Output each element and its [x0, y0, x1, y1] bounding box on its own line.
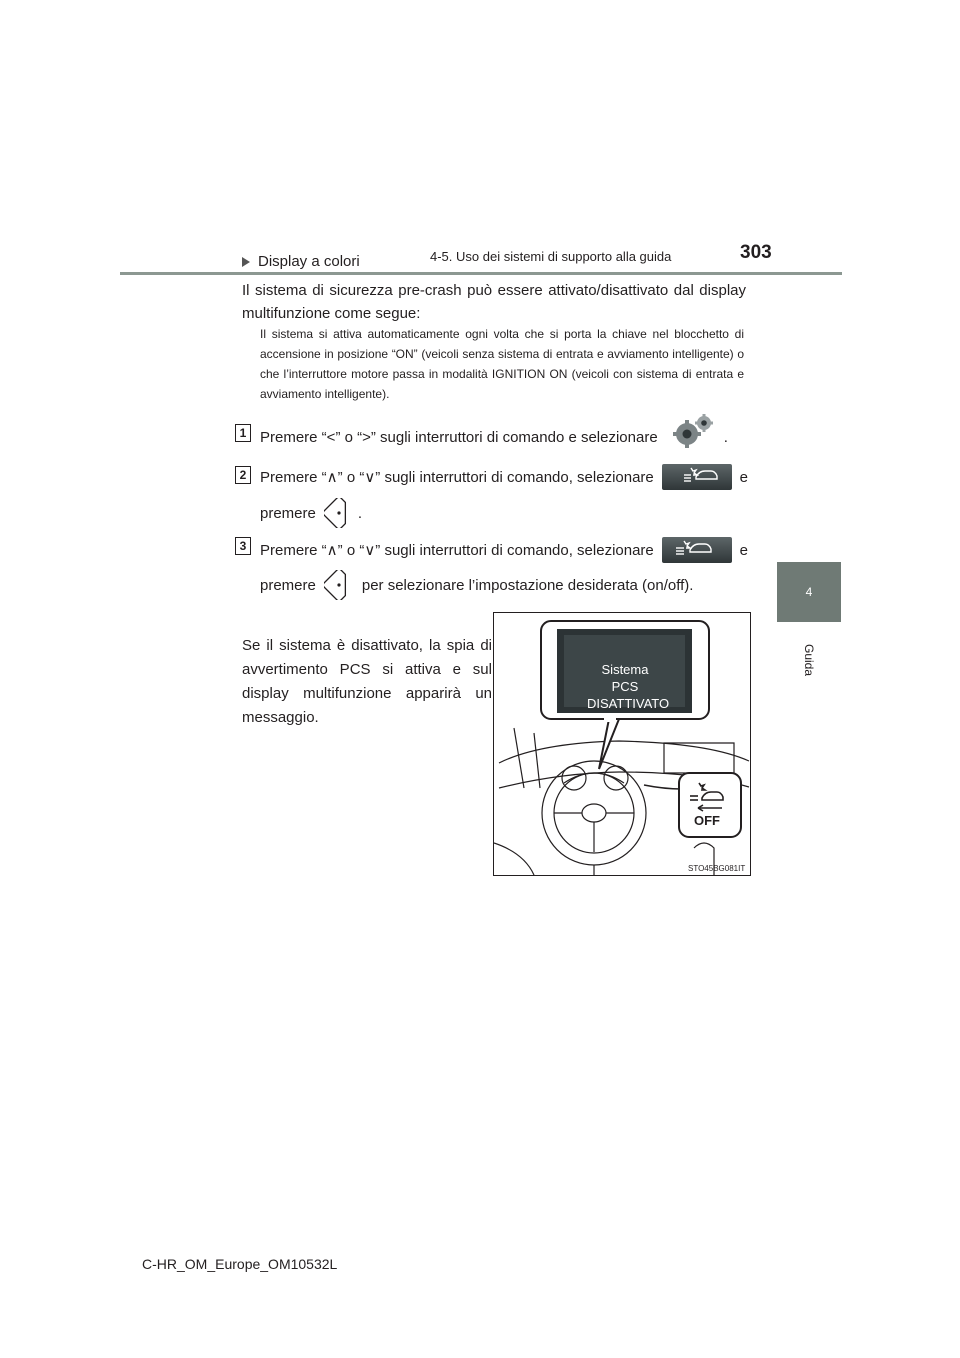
step-3-line2-text: premere	[260, 576, 316, 594]
display-message-line1: Sistema PCS	[601, 662, 649, 694]
intro-paragraph: Il sistema di sicurezza pre-crash può essere attivato/disattivato dal display multifunzione come segue:	[242, 282, 746, 322]
pcs-icon	[662, 537, 732, 563]
enter-button-icon	[324, 570, 354, 600]
step-3-end: e	[739, 541, 748, 559]
step-1-end: .	[723, 428, 728, 446]
step-3-text: Premere “∧” o “∨” sugli interruttori di comando, selezionare	[260, 542, 654, 559]
step-2-text: Premere “∧” o “∨” sugli interruttori di comando, selezionare	[260, 469, 654, 486]
step-2-line2-end: .	[357, 504, 363, 522]
step-2	[260, 464, 748, 490]
step-2-badge: 2	[235, 466, 251, 484]
step-1-badge: 1	[235, 424, 251, 442]
step-3-badge: 3	[235, 537, 251, 555]
chapter-label: Guida	[802, 643, 816, 677]
settings-gears-icon	[670, 412, 716, 450]
step-3-line2	[260, 570, 693, 600]
page-number: 303	[740, 242, 772, 263]
info-note: Il sistema si attiva automaticamente ogni volta che si porta la chiave nel blocchetto di accensione in posizione “ON” (veicoli senza sistema di entrata e avviamento intelligente) o che l’interruttore motore passa in modalità IGNITION ON (veicoli con sistema di entrata e avviamento intelligente).	[260, 327, 744, 401]
step-1	[260, 424, 728, 450]
step-2-line2	[260, 498, 362, 528]
dashboard-illustration	[493, 612, 751, 876]
figure-code: STO45BG081IT	[688, 864, 746, 873]
bullet-heading-text: Display a colori	[258, 253, 360, 270]
step-3-line2-end: per selezionare l’impostazione desiderata (on/off).	[361, 576, 694, 594]
footer-document-id: C-HR_OM_Europe_OM10532L	[142, 1256, 338, 1272]
step-3	[260, 537, 748, 563]
triangle-bullet-icon	[242, 257, 250, 267]
header-section-title: 4-5. Uso dei sistemi di supporto alla guida	[430, 249, 672, 264]
header-divider	[120, 272, 842, 275]
bullet-heading	[242, 253, 360, 270]
pcs-icon	[662, 464, 732, 490]
dashboard-drawing	[494, 613, 750, 875]
step-1-text: Premere “<” o “>” sugli interruttori di comando e selezionare	[260, 428, 658, 446]
step-2-line2-text: premere	[260, 504, 316, 522]
enter-button-icon	[324, 498, 354, 528]
chapter-tab: 4	[777, 562, 841, 622]
indicator-off-text: OFF	[694, 813, 720, 828]
display-message-line2: DISATTIVATO	[587, 696, 670, 711]
pcs-off-paragraph: Se il sistema è disattivato, la spia di avvertimento PCS si attiva e sul display multifunzione apparirà un messaggio.	[242, 637, 492, 726]
step-2-end: e	[739, 468, 748, 486]
